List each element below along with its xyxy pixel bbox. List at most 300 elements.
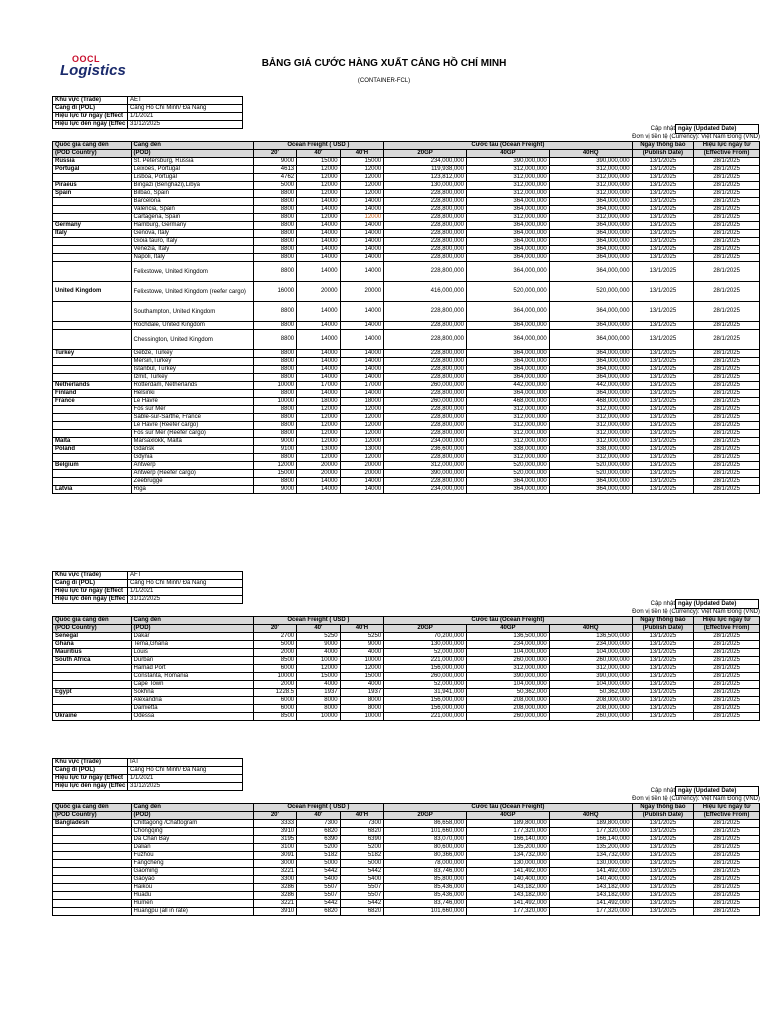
cell-publish-date: 13/1/2025 [632,374,694,382]
cell-vnd-40gp: 312,000,000 [466,414,549,422]
cell-usd-40: 8000 [297,705,341,713]
cell-pod: Marsaxlokk, Malta [131,438,253,446]
info-label: Hiệu lực đến ngày (Effec [53,783,128,791]
cell-usd-40: 12000 [297,182,341,190]
cell-publish-date: 13/1/2025 [632,462,694,470]
trade-info-row [53,121,243,129]
cell-vnd-40hq: 260,000,000 [549,657,632,665]
cell-effective-from: 28/1/2025 [694,374,760,382]
header-publish-date: Ngày thông báo [632,804,694,812]
cell-country [53,892,132,900]
cell-usd-20: 12000 [253,462,297,470]
cell-vnd-40gp: 364,000,000 [466,478,549,486]
cell-country: Ukraine [53,713,132,721]
rate-row [53,366,760,374]
cell-usd-20: 8500 [253,713,297,721]
cell-vnd-40hq: 141,492,000 [549,868,632,876]
cell-usd-40h: 14000 [340,206,384,214]
cell-usd-40h: 12000 [340,182,384,190]
cell-usd-40h: 14000 [340,230,384,238]
cell-vnd-40hq: 442,000,000 [549,382,632,390]
rate-row [53,358,760,366]
info-label: Khu vực (Trade) [53,759,128,767]
cell-country: Spain [53,190,132,198]
rate-row [53,166,760,174]
cell-pod: Mersin,Turkey [131,358,253,366]
rate-row [53,820,760,828]
cell-vnd-40gp: 364,000,000 [466,330,549,350]
header-c40h: 40'H [340,812,384,820]
cell-usd-40: 14000 [297,254,341,262]
cell-pod: Gebze, Turkey [131,350,253,358]
cell-usd-40: 14000 [297,238,341,246]
cell-effective-from: 28/1/2025 [694,198,760,206]
rate-row [53,254,760,262]
cell-publish-date: 13/1/2025 [632,478,694,486]
cell-usd-20: 15000 [253,470,297,478]
cell-usd-40: 14000 [297,486,341,494]
cell-effective-from: 28/1/2025 [694,900,760,908]
cell-publish-date: 13/1/2025 [632,673,694,681]
cell-pod: Felixstowe, United Kingdom [131,262,253,282]
cell-vnd-20gp: 85,436,000 [384,892,467,900]
rate-row [53,398,760,406]
cell-vnd-40gp: 312,000,000 [466,182,549,190]
cell-publish-date: 13/1/2025 [632,246,694,254]
cell-vnd-40hq: 390,000,000 [549,158,632,166]
cell-vnd-40hq: 364,000,000 [549,366,632,374]
cell-usd-20: 8800 [253,206,297,214]
cell-vnd-40hq: 364,000,000 [549,478,632,486]
cell-usd-40h: 12000 [340,406,384,414]
cell-usd-20: 3195 [253,836,297,844]
cell-usd-40: 15000 [297,673,341,681]
cell-vnd-20gp: 228,800,000 [384,190,467,198]
header-g40h: 40HQ [549,812,632,820]
rate-row [53,470,760,478]
cell-publish-date: 13/1/2025 [632,190,694,198]
cell-effective-from: 28/1/2025 [694,246,760,254]
page-subtitle: (CONTAINER-FCL) [357,78,411,84]
cell-pod: Chongqing [131,828,253,836]
cell-usd-40h: 6390 [340,836,384,844]
cell-publish-date: 13/1/2025 [632,641,694,649]
cell-publish-date: 13/1/2025 [632,828,694,836]
cell-vnd-40gp: 312,000,000 [466,174,549,182]
trade-info-row [53,759,243,767]
cell-vnd-40gp: 364,000,000 [466,246,549,254]
cell-vnd-40hq: 312,000,000 [549,665,632,673]
cell-usd-40: 14000 [297,330,341,350]
cell-country [53,214,132,222]
cell-country [53,358,132,366]
header-pod-en: (POD) [131,812,253,820]
cell-usd-40: 14000 [297,230,341,238]
cell-country: Mauritius [53,649,132,657]
cell-usd-40: 12000 [297,174,341,182]
cell-effective-from: 28/1/2025 [694,422,760,430]
cell-vnd-40hq: 364,000,000 [549,246,632,254]
cell-pod: Genova, Italy [131,230,253,238]
cell-usd-20: 8800 [253,454,297,462]
cell-effective-from: 28/1/2025 [694,649,760,657]
rate-row [53,657,760,665]
cell-vnd-40gp: 312,000,000 [466,214,549,222]
cell-country [53,681,132,689]
rate-row [53,302,760,322]
cell-pod: Fangcheng [131,860,253,868]
cell-vnd-40hq: 364,000,000 [549,350,632,358]
cell-effective-from: 28/1/2025 [694,892,760,900]
cell-usd-40: 5442 [297,868,341,876]
cell-effective-from: 28/1/2025 [694,322,760,330]
cell-usd-20: 2000 [253,649,297,657]
header-g20: 20GP [384,150,467,158]
cell-usd-40h: 4000 [340,681,384,689]
header-ocean-freight: Ocean Freight ( USD ) [253,617,384,625]
cell-vnd-40gp: 442,000,000 [466,382,549,390]
cell-publish-date: 13/1/2025 [632,382,694,390]
rate-row [53,198,760,206]
info-label: Hiệu lực đến ngày (Effec [53,121,128,129]
cell-usd-20: 8800 [253,198,297,206]
cell-pod: Odessa [131,713,253,721]
info-value: 31/12/2025 [128,783,243,791]
cell-vnd-20gp: 228,800,000 [384,406,467,414]
cell-publish-date: 13/1/2025 [632,713,694,721]
cell-usd-40h: 9000 [340,641,384,649]
cell-pod: Sokhna [131,689,253,697]
cell-usd-20: 8800 [253,190,297,198]
cell-publish-date: 13/1/2025 [632,876,694,884]
trade-info-row [53,105,243,113]
cell-usd-40h: 12000 [340,214,384,222]
header-c40: 40' [297,625,341,633]
info-label: Cảng đi (POL) [53,580,128,588]
cell-publish-date: 13/1/2025 [632,206,694,214]
cell-publish-date: 13/1/2025 [632,398,694,406]
cell-vnd-40hq: 364,000,000 [549,230,632,238]
currency-label: Đơn vị tiền tệ (Currency): Việt Nam Đồng (VND) [632,796,760,802]
cell-country [53,206,132,214]
cell-vnd-40gp: 141,492,000 [466,900,549,908]
cell-usd-20: 3091 [253,852,297,860]
cell-vnd-20gp: 260,000,000 [384,673,467,681]
cell-country [53,322,132,330]
trade-info-table [52,96,243,129]
cell-vnd-40hq: 189,800,000 [549,820,632,828]
rate-row [53,852,760,860]
rate-row [53,438,760,446]
cell-usd-20: 3286 [253,892,297,900]
cell-usd-40: 1937 [297,689,341,697]
cell-vnd-40gp: 364,000,000 [466,390,549,398]
cell-effective-from: 28/1/2025 [694,697,760,705]
cell-effective-from: 28/1/2025 [694,820,760,828]
rate-row [53,681,760,689]
header-g40h: 40HQ [549,625,632,633]
cell-vnd-40gp: 208,000,000 [466,705,549,713]
cell-publish-date: 13/1/2025 [632,844,694,852]
cell-publish-date: 13/1/2025 [632,852,694,860]
rate-row [53,884,760,892]
cell-publish-date: 13/1/2025 [632,681,694,689]
cell-vnd-20gp: 86,658,000 [384,820,467,828]
trade-info-table [52,571,243,604]
cell-vnd-40hq: 364,000,000 [549,198,632,206]
cell-publish-date: 13/1/2025 [632,649,694,657]
header-row [53,142,760,150]
cell-usd-40: 4000 [297,649,341,657]
cell-vnd-40hq: 364,000,000 [549,330,632,350]
rate-row [53,158,760,166]
cell-vnd-40hq: 312,000,000 [549,406,632,414]
cell-vnd-40gp: 260,000,000 [466,657,549,665]
cell-usd-40: 6820 [297,828,341,836]
cell-usd-20: 8800 [253,302,297,322]
cell-country [53,876,132,884]
cell-usd-40: 18000 [297,398,341,406]
cell-usd-40: 14000 [297,198,341,206]
cell-vnd-40hq: 104,000,000 [549,649,632,657]
cell-pod: Antwerp (Reefer cargo) [131,470,253,478]
cell-effective-from: 28/1/2025 [694,470,760,478]
rate-row [53,246,760,254]
cell-country: Latvia [53,486,132,494]
cell-vnd-20gp: 228,800,000 [384,350,467,358]
rate-row [53,828,760,836]
rate-row [53,892,760,900]
rate-row [53,713,760,721]
cell-publish-date: 13/1/2025 [632,262,694,282]
cell-country: United Kingdom [53,282,132,302]
cell-usd-40: 20000 [297,462,341,470]
cell-vnd-20gp: 260,000,000 [384,398,467,406]
rate-table [52,803,760,916]
cell-usd-20: 9100 [253,446,297,454]
cell-usd-40h: 12000 [340,414,384,422]
cell-pod: Alexandria [131,697,253,705]
rate-row [53,374,760,382]
cell-usd-20: 8800 [253,230,297,238]
cell-usd-40: 5442 [297,900,341,908]
cell-usd-20: 6000 [253,705,297,713]
cell-usd-40h: 10000 [340,713,384,721]
cell-country [53,908,132,916]
header-pod: Cảng đến [131,617,253,625]
cell-effective-from: 28/1/2025 [694,486,760,494]
rate-row [53,330,760,350]
cell-effective-from: 28/1/2025 [694,884,760,892]
cell-vnd-40gp: 134,732,000 [466,852,549,860]
cell-vnd-40hq: 177,320,000 [549,908,632,916]
header-g40h: 40HQ [549,150,632,158]
cell-usd-40h: 12000 [340,422,384,430]
cell-publish-date: 13/1/2025 [632,322,694,330]
header-g40: 40GP [466,812,549,820]
rate-table [52,141,760,494]
cell-vnd-40hq: 364,000,000 [549,238,632,246]
cell-usd-40h: 14000 [340,254,384,262]
cell-publish-date: 13/1/2025 [632,198,694,206]
cell-country [53,302,132,322]
cell-vnd-20gp: 85,800,000 [384,876,467,884]
cell-vnd-40gp: 520,000,000 [466,470,549,478]
cell-pod: Zeebrugge [131,478,253,486]
cell-publish-date: 13/1/2025 [632,282,694,302]
rate-row [53,414,760,422]
cell-pod: Venezia, Italy [131,246,253,254]
cell-usd-40: 14000 [297,358,341,366]
cell-pod: Felixstowe, United Kingdom (reefer cargo) [131,282,253,302]
cell-vnd-40hq: 338,000,000 [549,446,632,454]
cell-publish-date: 13/1/2025 [632,454,694,462]
cell-usd-40h: 12000 [340,190,384,198]
rate-row [53,206,760,214]
cell-usd-40: 6820 [297,908,341,916]
cell-publish-date: 13/1/2025 [632,657,694,665]
cell-usd-40: 6390 [297,836,341,844]
cell-vnd-40hq: 520,000,000 [549,470,632,478]
cell-vnd-40gp: 364,000,000 [466,358,549,366]
cell-country: Finland [53,390,132,398]
updated-text: Cập nhật [650,126,675,132]
header-country-en: (POD Country) [53,150,132,158]
cell-usd-40h: 14000 [340,322,384,330]
cell-effective-from: 28/1/2025 [694,358,760,366]
rate-row [53,705,760,713]
cell-vnd-20gp: 228,800,000 [384,454,467,462]
cell-usd-40: 10000 [297,713,341,721]
cell-vnd-40hq: 140,400,000 [549,876,632,884]
cell-vnd-20gp: 83,746,000 [384,868,467,876]
cell-pod: Damietta [131,705,253,713]
cell-vnd-40gp: 520,000,000 [466,282,549,302]
cell-vnd-40gp: 364,000,000 [466,238,549,246]
cell-usd-40h: 1937 [340,689,384,697]
cell-vnd-20gp: 228,800,000 [384,430,467,438]
header-c40h: 40'H [340,625,384,633]
cell-country [53,254,132,262]
cell-effective-from: 28/1/2025 [694,302,760,322]
cell-usd-20: 8800 [253,254,297,262]
rate-table [52,616,760,721]
cell-effective-from: 28/1/2025 [694,713,760,721]
cell-vnd-20gp: 228,800,000 [384,246,467,254]
cell-vnd-40hq: 234,000,000 [549,641,632,649]
cell-vnd-40hq: 364,000,000 [549,206,632,214]
cell-vnd-20gp: 228,800,000 [384,414,467,422]
cell-pod: Southampton, United Kingdom [131,302,253,322]
cell-usd-40: 14000 [297,222,341,230]
cell-usd-40h: 14000 [340,222,384,230]
cell-vnd-40gp: 143,182,000 [466,892,549,900]
header-publish-date-en: (Publish Date) [632,812,694,820]
cell-effective-from: 28/1/2025 [694,166,760,174]
cell-country [53,665,132,673]
cell-vnd-20gp: 31,941,000 [384,689,467,697]
cell-vnd-20gp: 228,800,000 [384,214,467,222]
cell-vnd-40hq: 312,000,000 [549,414,632,422]
cell-vnd-20gp: 119,938,000 [384,166,467,174]
cell-publish-date: 13/1/2025 [632,302,694,322]
cell-vnd-20gp: 228,800,000 [384,422,467,430]
cell-usd-40: 12000 [297,406,341,414]
cell-vnd-40hq: 364,000,000 [549,302,632,322]
cell-usd-40: 14000 [297,262,341,282]
cell-usd-20: 8800 [253,330,297,350]
cell-country [53,884,132,892]
cell-effective-from: 28/1/2025 [694,262,760,282]
rate-row [53,860,760,868]
cell-usd-20: 10000 [253,398,297,406]
cell-vnd-20gp: 130,000,000 [384,641,467,649]
cell-country: France [53,398,132,406]
cell-usd-40h: 18000 [340,398,384,406]
cell-vnd-20gp: 70,200,000 [384,633,467,641]
cell-vnd-40hq: 312,000,000 [549,438,632,446]
cell-usd-40h: 12000 [340,430,384,438]
cell-pod: Hamburg, Germany [131,222,253,230]
cell-country [53,406,132,414]
cell-usd-20: 5000 [253,641,297,649]
cell-usd-40h: 14000 [340,238,384,246]
cell-vnd-40hq: 136,500,000 [549,633,632,641]
header-c20: 20' [253,625,297,633]
cell-effective-from: 28/1/2025 [694,438,760,446]
cell-usd-40: 20000 [297,282,341,302]
header-ocean-freight-vnd: Cước tàu (Ocean Freight) [384,804,632,812]
cell-usd-40h: 14000 [340,358,384,366]
cell-effective-from: 28/1/2025 [694,330,760,350]
cell-country: Egypt [53,689,132,697]
cell-usd-40h: 15000 [340,673,384,681]
cell-usd-40h: 12000 [340,454,384,462]
cell-vnd-40gp: 364,000,000 [466,366,549,374]
cell-pod: Izmit, Turkey [131,374,253,382]
header-country: Quốc gia cảng đến [53,142,132,150]
cell-usd-20: 3300 [253,876,297,884]
cell-pod: Sable-sur-Sarthe, France [131,414,253,422]
trade-info-row [53,580,243,588]
cell-country: Malta [53,438,132,446]
cell-effective-from: 28/1/2025 [694,174,760,182]
cell-vnd-40hq: 520,000,000 [549,282,632,302]
cell-publish-date: 13/1/2025 [632,390,694,398]
cell-pod: Napoli, Italy [131,254,253,262]
header-g40: 40GP [466,625,549,633]
cell-usd-20: 8800 [253,358,297,366]
cell-vnd-20gp: 234,000,000 [384,438,467,446]
rate-row [53,876,760,884]
info-value: Cảng Hồ Chí Minh/ Đà Nẵng [128,105,243,113]
cell-vnd-40gp: 364,000,000 [466,302,549,322]
cell-vnd-40hq: 364,000,000 [549,486,632,494]
cell-effective-from: 28/1/2025 [694,828,760,836]
cell-pod: Cartagena, Spain [131,214,253,222]
cell-vnd-40hq: 364,000,000 [549,222,632,230]
cell-effective-from: 28/1/2025 [694,366,760,374]
cell-pod: Riga [131,486,253,494]
cell-publish-date: 13/1/2025 [632,158,694,166]
cell-usd-40h: 6820 [340,828,384,836]
cell-usd-40: 13000 [297,446,341,454]
cell-country [53,422,132,430]
cell-publish-date: 13/1/2025 [632,214,694,222]
cell-usd-40: 14000 [297,374,341,382]
cell-vnd-20gp: 228,800,000 [384,238,467,246]
header-country-en: (POD Country) [53,625,132,633]
